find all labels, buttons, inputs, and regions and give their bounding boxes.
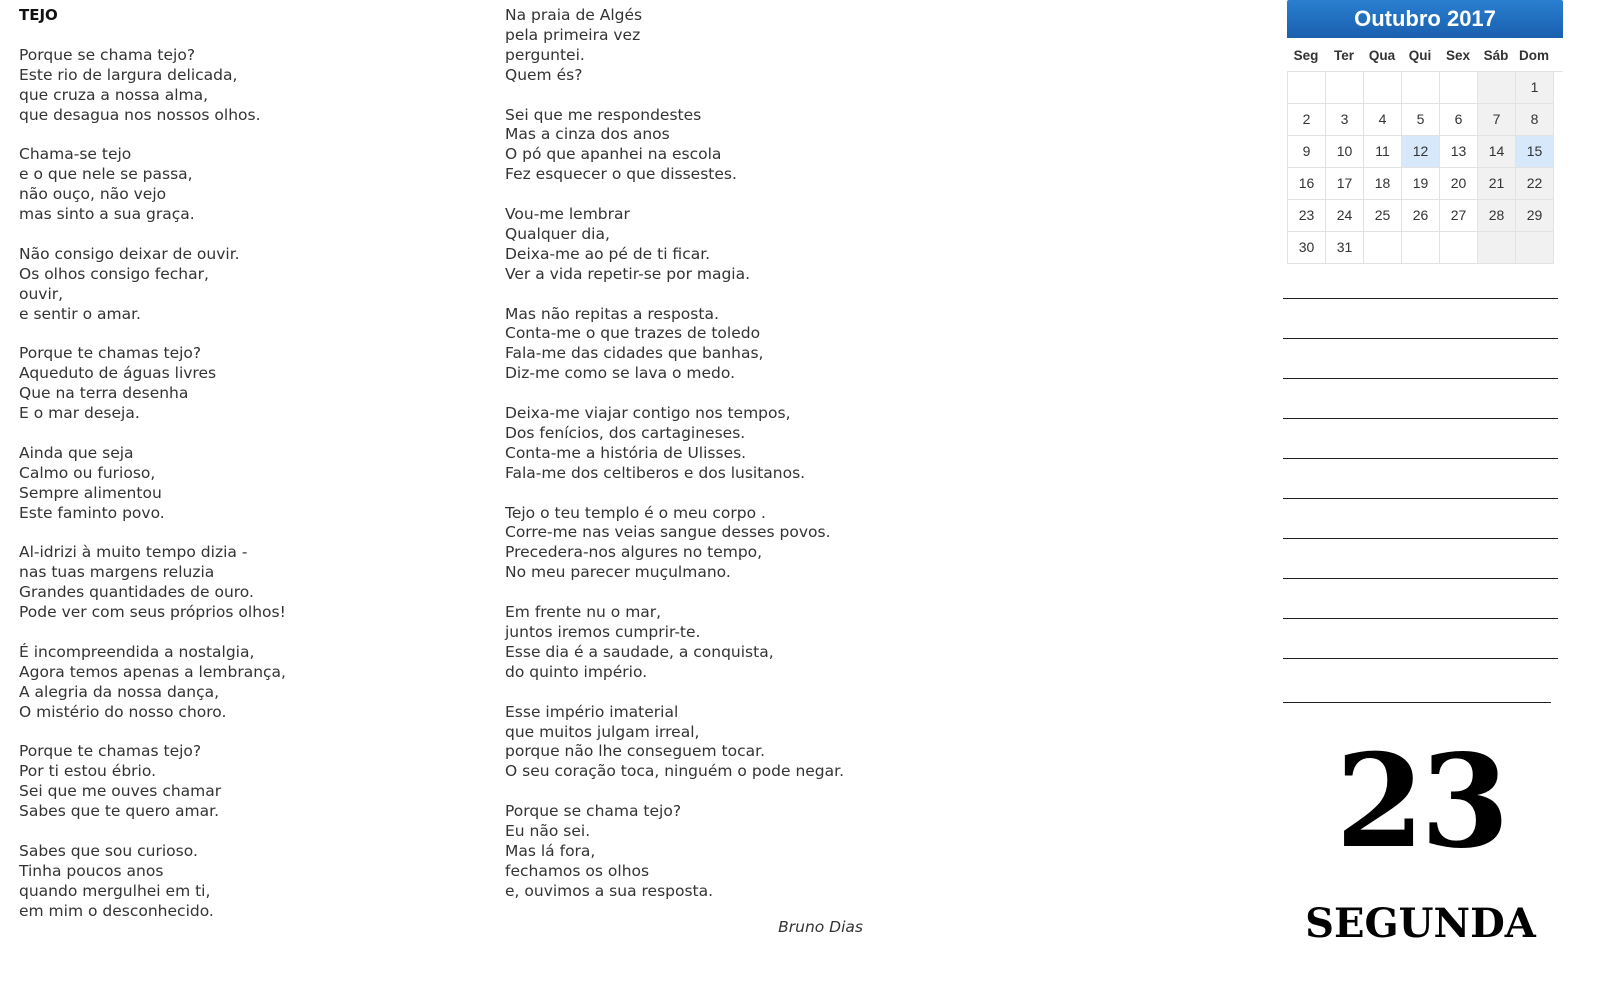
poem-line: E o mar deseja. xyxy=(19,404,140,423)
poem-line: Al-idrizi à muito tempo dizia - xyxy=(19,543,248,562)
calendar-weekday-label: Dom xyxy=(1519,48,1549,63)
poem-line: Na praia de Algés xyxy=(505,6,643,24)
poem-line: Quem és? xyxy=(505,65,583,84)
poem-line: pela primeira vez xyxy=(505,25,641,44)
calendar-day-grid xyxy=(1287,71,1563,264)
poem-line: A alegria da nossa dança, xyxy=(19,682,220,701)
calendar-day[interactable]: 27 xyxy=(1440,200,1478,232)
calendar-day[interactable]: 22 xyxy=(1516,168,1554,200)
poem-line: Por ti estou ébrio. xyxy=(19,762,157,781)
poem-line: Este faminto povo. xyxy=(19,503,165,522)
calendar-empty-cell xyxy=(1364,232,1402,264)
poem-line: Vou-me lembrar xyxy=(505,205,630,224)
calendar-empty-cell xyxy=(1478,232,1516,264)
poem-line: que desagua nos nossos olhos. xyxy=(19,105,261,124)
stanza xyxy=(505,305,1025,385)
poem-line: Agora temos apenas a lembrança, xyxy=(19,662,286,681)
stanza xyxy=(19,145,459,225)
calendar-day[interactable]: 21 xyxy=(1478,168,1516,200)
calendar-weekday-label: Qui xyxy=(1408,48,1432,63)
calendar-day[interactable]: 14 xyxy=(1478,136,1516,168)
poem-line: Sei que me ouves chamar xyxy=(19,782,222,801)
calendar-day[interactable]: 1 xyxy=(1516,72,1554,104)
calendar-day[interactable]: 6 xyxy=(1440,104,1478,136)
poem-line: do quinto império. xyxy=(505,662,648,681)
poem-line: Qualquer dia, xyxy=(505,224,610,243)
calendar-day[interactable]: 26 xyxy=(1402,200,1440,232)
calendar-day[interactable]: 11 xyxy=(1364,136,1402,168)
poem-line: Sabes que te quero amar. xyxy=(19,802,219,821)
poem-line: Sabes que sou curioso. xyxy=(19,841,198,860)
poem-line: É incompreendida a nostalgia, xyxy=(19,642,255,661)
poem-line: O seu coração toca, ninguém o pode negar. xyxy=(505,762,845,781)
poem-line: O mistério do nosso choro. xyxy=(19,702,227,721)
note-line xyxy=(1283,702,1551,703)
stanza xyxy=(19,543,459,623)
poem-line: Precedera-nos algures no tempo, xyxy=(505,543,763,562)
poem-line: não ouço, não vejo xyxy=(19,185,167,204)
stanza xyxy=(19,842,459,922)
note-line xyxy=(1283,618,1558,619)
poem-line: Sempre alimentou xyxy=(19,483,162,502)
poem-line: Ver a vida repetir-se por magia. xyxy=(505,264,751,283)
calendar-weekday-label: Seg xyxy=(1293,48,1319,63)
poem-column-middle xyxy=(505,6,1025,922)
stanza xyxy=(505,603,1025,683)
stanza xyxy=(19,643,459,723)
calendar-day[interactable]: 23 xyxy=(1288,200,1326,232)
poem-line: Conta-me o que trazes de toledo xyxy=(505,324,761,343)
calendar-weekday-label: Sáb xyxy=(1483,48,1509,63)
poem-stanzas-middle xyxy=(505,6,1025,902)
poem-line: quando mergulhei em ti, xyxy=(19,881,211,900)
calendar-day[interactable]: 29 xyxy=(1516,200,1554,232)
calendar-day[interactable]: 31 xyxy=(1326,232,1364,264)
poem-line: perguntei. xyxy=(505,45,585,64)
calendar-day[interactable]: 13 xyxy=(1440,136,1478,168)
poem-line: Que na terra desenha xyxy=(19,384,189,403)
poem-line: Mas não repitas a resposta. xyxy=(505,304,719,323)
poem-line: Mas lá fora, xyxy=(505,841,596,860)
stanza xyxy=(505,703,1025,783)
poem-line: e sentir o amar. xyxy=(19,304,141,323)
poem-line: Corre-me nas veias sangue desses povos. xyxy=(505,523,831,542)
poem-line: Grandes quantidades de ouro. xyxy=(19,583,254,602)
poem-line: Não consigo deixar de ouvir. xyxy=(19,244,240,263)
calendar-empty-cell xyxy=(1288,72,1326,104)
poem-line: Os olhos consigo fechar, xyxy=(19,264,209,283)
calendar-empty-cell xyxy=(1516,232,1554,264)
calendar-day[interactable]: 19 xyxy=(1402,168,1440,200)
poem-line: Fala-me dos celtiberos e dos lusitanos. xyxy=(505,463,806,482)
calendar-empty-cell xyxy=(1478,72,1516,104)
stanza xyxy=(505,106,1025,186)
note-line xyxy=(1283,658,1558,659)
poem-line: Diz-me como se lava o medo. xyxy=(505,364,736,383)
note-line xyxy=(1283,338,1558,339)
poem-line: Aqueduto de águas livres xyxy=(19,364,217,383)
note-line xyxy=(1283,298,1558,299)
poem-line: nas tuas margens reluzia xyxy=(19,563,215,582)
poem-line: Em frente nu o mar, xyxy=(505,603,662,622)
poem-stanzas-left xyxy=(19,46,459,922)
stanza xyxy=(505,504,1025,584)
poem-line: e, ouvimos a sua resposta. xyxy=(505,881,714,900)
calendar-empty-cell xyxy=(1364,72,1402,104)
calendar-day[interactable]: 3 xyxy=(1326,104,1364,136)
calendar-empty-cell xyxy=(1402,72,1440,104)
calendar-day[interactable]: 20 xyxy=(1440,168,1478,200)
calendar-empty-cell xyxy=(1440,232,1478,264)
poem-line: juntos iremos cumprir-te. xyxy=(505,623,701,641)
note-line xyxy=(1283,458,1558,459)
note-line xyxy=(1283,418,1558,419)
stanza xyxy=(505,205,1025,285)
calendar-day[interactable]: 8 xyxy=(1516,104,1554,136)
calendar-empty-cell xyxy=(1402,232,1440,264)
poem-line: Dos fenícios, dos cartagineses. xyxy=(505,423,746,442)
poem-line: Sei que me respondestes xyxy=(505,105,702,124)
poem-line: Porque te chamas tejo? xyxy=(19,742,202,761)
calendar-day[interactable]: 12 xyxy=(1402,136,1440,168)
poem-line: que muitos julgam irreal, xyxy=(505,722,700,741)
stanza xyxy=(505,404,1025,484)
current-day-number: 23 xyxy=(1335,727,1506,877)
poem-line: No meu parecer muçulmano. xyxy=(505,563,731,582)
poem-line: Fez esquecer o que dissestes. xyxy=(505,165,737,184)
calendar-day[interactable]: 7 xyxy=(1478,104,1516,136)
poem-line: Chama-se tejo xyxy=(19,145,132,164)
calendar-weekday-header xyxy=(1287,41,1563,71)
poem-title: TEJO xyxy=(19,6,58,24)
note-line xyxy=(1283,498,1558,499)
poem-line: Conta-me a história de Ulisses. xyxy=(505,443,747,462)
poem-line: mas sinto a sua graça. xyxy=(19,205,195,224)
poem-line: Calmo ou furioso, xyxy=(19,463,156,482)
poem-line: Eu não sei. xyxy=(505,822,591,841)
poem-line: Tejo o teu templo é o meu corpo . xyxy=(505,503,766,522)
poem-author: Bruno Dias xyxy=(778,918,863,936)
calendar-day[interactable]: 15 xyxy=(1516,136,1554,168)
poem-line: Deixa-me viajar contigo nos tempos, xyxy=(505,404,791,423)
calendar-day[interactable]: 5 xyxy=(1402,104,1440,136)
poem-line: Mas a cinza dos anos xyxy=(505,125,670,144)
poem-line: Pode ver com seus próprios olhos! xyxy=(19,603,286,622)
poem-line: Esse dia é a saudade, a conquista, xyxy=(505,642,774,661)
poem-line: Esse império imaterial xyxy=(505,702,679,721)
note-line xyxy=(1283,578,1558,579)
calendar-day[interactable]: 18 xyxy=(1364,168,1402,200)
calendar-day[interactable]: 9 xyxy=(1288,136,1326,168)
calendar-day[interactable]: 4 xyxy=(1364,104,1402,136)
calendar-day[interactable]: 28 xyxy=(1478,200,1516,232)
stanza xyxy=(19,742,459,822)
calendar-day[interactable]: 10 xyxy=(1326,136,1364,168)
poem-line: que cruza a nossa alma, xyxy=(19,85,209,104)
stanza xyxy=(19,245,459,325)
calendar-day[interactable]: 16 xyxy=(1288,168,1326,200)
poem-line: em mim o desconhecido. xyxy=(19,901,214,920)
poem-column-left xyxy=(19,6,459,941)
poem-line: Este rio de largura delicada, xyxy=(19,65,238,84)
calendar-day[interactable]: 24 xyxy=(1326,200,1364,232)
poem-line: Fala-me das cidades que banhas, xyxy=(505,344,764,363)
poem-line: porque não lhe conseguem tocar. xyxy=(505,742,765,761)
calendar-weekday-label: Qua xyxy=(1368,48,1396,63)
calendar-day[interactable]: 25 xyxy=(1364,200,1402,232)
calendar-weekday-label: Sex xyxy=(1445,48,1471,63)
poem-line: O pó que apanhei na escola xyxy=(505,145,722,164)
stanza xyxy=(19,46,459,126)
note-line xyxy=(1283,378,1558,379)
poem-line: Ainda que seja xyxy=(19,443,134,462)
calendar-empty-cell xyxy=(1440,72,1478,104)
calendar-weekday-label: Ter xyxy=(1333,48,1354,63)
calendar-empty-cell xyxy=(1326,72,1364,104)
stanza xyxy=(505,802,1025,902)
poem-line: ouvir, xyxy=(19,284,64,303)
poem-line: fechamos os olhos xyxy=(505,861,650,880)
poem-line: Porque te chamas tejo? xyxy=(19,344,202,363)
stanza xyxy=(505,6,1025,86)
stanza xyxy=(19,444,459,524)
poem-line: Porque se chama tejo? xyxy=(19,45,196,64)
calendar-day[interactable]: 17 xyxy=(1326,168,1364,200)
poem-line: Deixa-me ao pé de ti ficar. xyxy=(505,244,711,263)
calendar-day[interactable]: 2 xyxy=(1288,104,1326,136)
current-weekday: SEGUNDA xyxy=(1305,900,1536,947)
stanza xyxy=(19,344,459,424)
calendar-day[interactable]: 30 xyxy=(1288,232,1326,264)
note-line xyxy=(1283,538,1558,539)
poem-line: Porque se chama tejo? xyxy=(505,802,682,821)
month-calendar xyxy=(1287,0,1563,264)
poem-line: e o que nele se passa, xyxy=(19,165,193,184)
poem-line: Tinha poucos anos xyxy=(19,861,164,880)
calendar-title: Outubro 2017 xyxy=(1287,0,1563,38)
